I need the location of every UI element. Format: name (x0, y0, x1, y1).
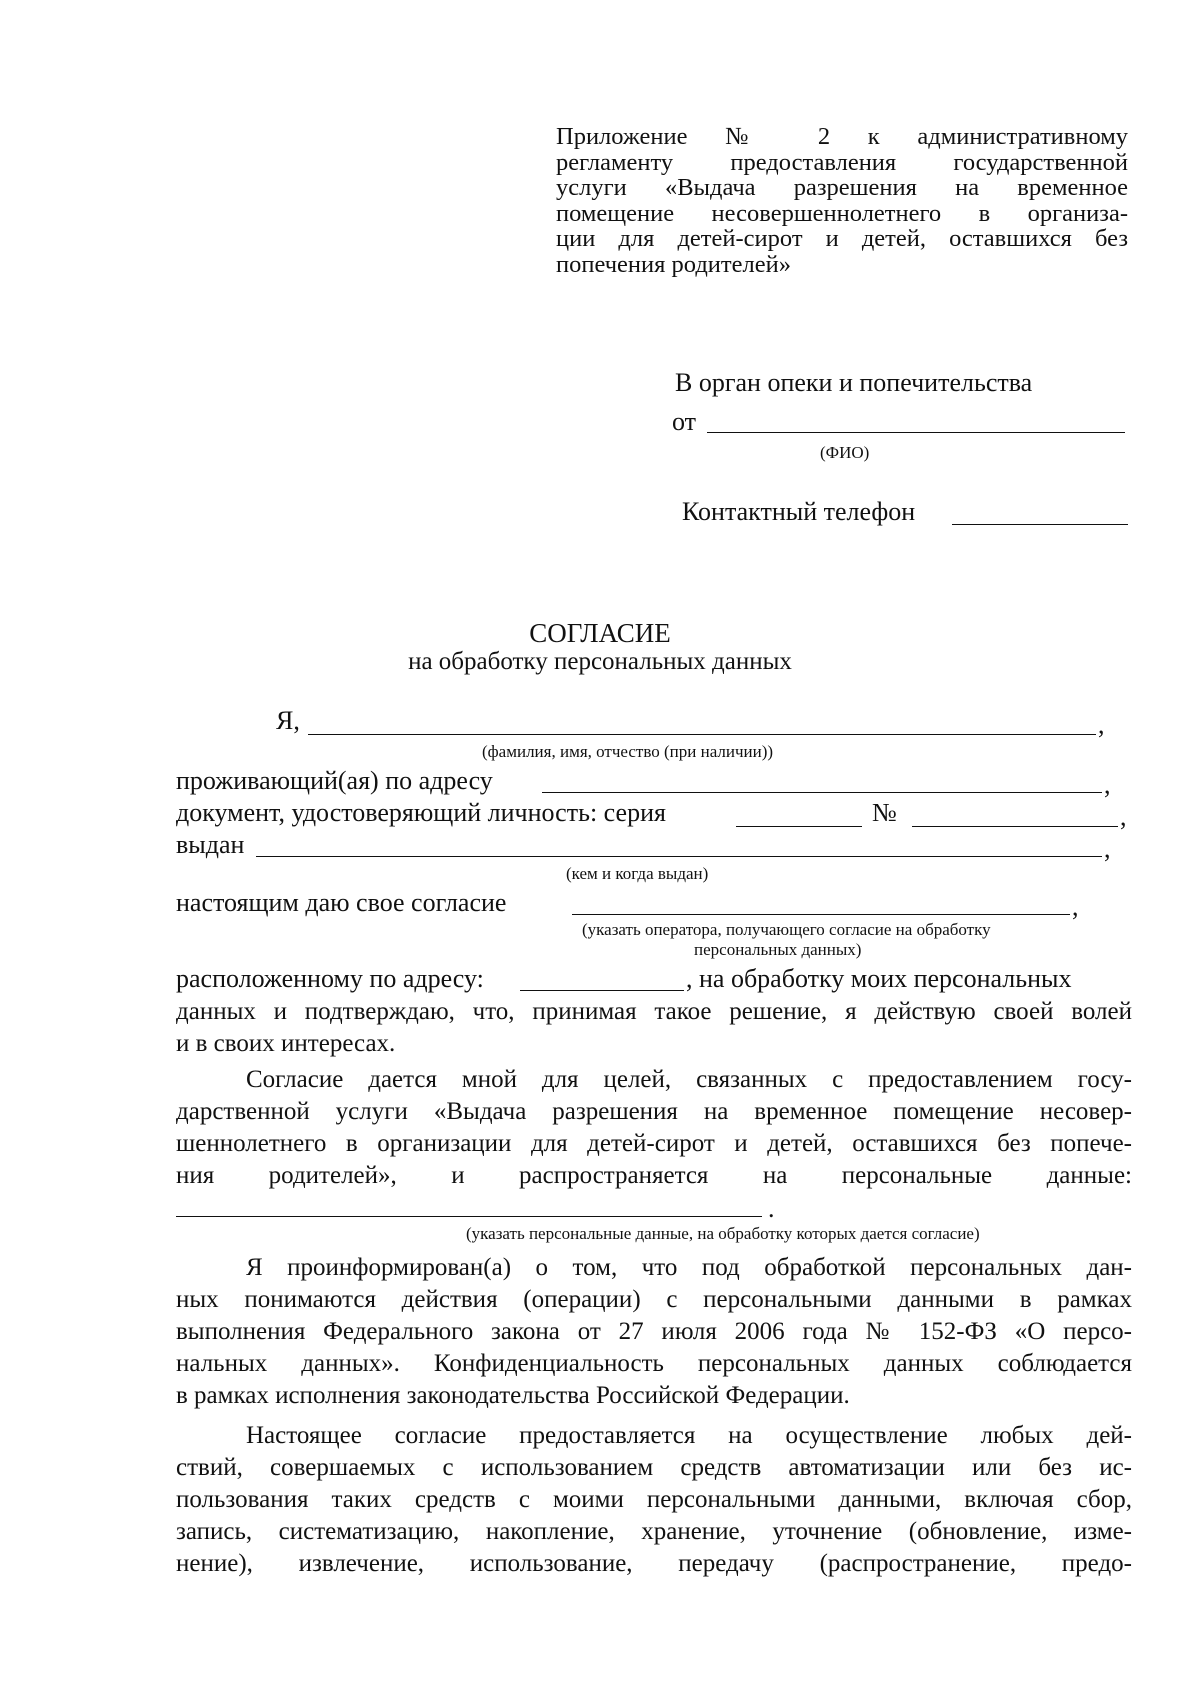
paragraph-line: в рамках исполнения законодательства Российской Федерации. (176, 1382, 850, 1409)
paragraph-line: запись, систематизацию, накопление, хранение, уточнение (обновление, изме- (176, 1518, 1132, 1545)
operator-hint: (указать оператора, получающего согласие на обработку (582, 920, 991, 939)
address-label: проживающий(ая) по адресу (176, 766, 493, 795)
paragraph-line: ных понимаются действия (операции) с персональными данными в рамках (176, 1286, 1132, 1313)
addressee-to: В орган опеки и попечительства (675, 368, 1033, 397)
paragraph-line: Настоящее согласие предоставляется на осуществление любых дей- (246, 1422, 1132, 1449)
operator-address-field-line[interactable] (520, 990, 684, 991)
phone-label: Контактный телефон (682, 497, 916, 526)
issued-field-line[interactable] (256, 856, 1102, 857)
operator-field-line[interactable] (572, 914, 1070, 915)
consent-label: настоящим даю свое согласие (176, 888, 507, 917)
address-field-line[interactable] (542, 792, 1102, 793)
addressee-from-label: от (672, 407, 697, 436)
paragraph-line: ния родителей», и распространяется на персональные данные: (176, 1162, 1132, 1189)
number-field-line[interactable] (912, 826, 1118, 827)
located-label: расположенному по адресу: (176, 964, 484, 993)
number-sign: № (872, 798, 897, 827)
personal-data-hint: (указать персональные данные, на обработку которых дается согласие) (466, 1224, 980, 1243)
comma: , (1098, 710, 1105, 739)
paragraph-line: шеннолетнего в организации для детей-сирот и детей, оставшихся без попече- (176, 1130, 1132, 1157)
paragraph-line: Согласие дается мной для целей, связанных с предоставлением госу- (246, 1066, 1132, 1093)
full-name-hint: (фамилия, имя, отчество (при наличии)) (482, 742, 774, 761)
appendix-line: ции для детей-сирот и детей, оставшихся без (556, 225, 1128, 252)
paragraph-line: и в своих интересах. (176, 1030, 396, 1057)
operator-hint: персональных данных) (694, 940, 862, 959)
fio-hint: (ФИО) (820, 443, 870, 462)
paragraph-line: Я проинформирован(а) о том, что под обработкой персональных дан- (246, 1254, 1132, 1281)
appendix-reference (556, 124, 1128, 277)
comma: , (1104, 834, 1111, 863)
end-mark: . (768, 1194, 775, 1223)
located-tail: , на обработку моих персональных (686, 964, 1072, 993)
document-subtitle: на обработку персональных данных (408, 648, 792, 675)
appendix-line: услуги «Выдача разрешения на временное (556, 174, 1128, 201)
full-name-field-line[interactable] (308, 734, 1096, 735)
paragraph-line: дарственной услуги «Выдача разрешения на временное помещение несовер- (176, 1098, 1132, 1125)
fio-field-line[interactable] (707, 432, 1125, 433)
i-label: Я, (276, 706, 300, 735)
id-document-label: документ, удостоверяющий личность: серия (176, 798, 666, 827)
series-field-line[interactable] (736, 826, 862, 827)
appendix-line: помещение несовершеннолетнего в организа- (556, 199, 1128, 227)
paragraph-line: пользования таких средств с моими персональными данными, включая сбор, (176, 1486, 1132, 1513)
document-title: СОГЛАСИЕ (529, 618, 671, 648)
appendix-line: регламенту предоставления государственной (556, 148, 1128, 176)
paragraph-line: нение), извлечение, использование, передачу (распространение, предо- (176, 1550, 1132, 1577)
comma: , (1104, 770, 1111, 799)
issued-label: выдан (176, 830, 245, 859)
phone-field-line[interactable] (952, 524, 1128, 525)
paragraph-line: данных и подтверждаю, что, принимая такое решение, я действую своей волей (176, 998, 1132, 1025)
paragraph-line: нальных данных». Конфиденциальность персональных данных соблюдается (176, 1350, 1132, 1377)
personal-data-field-line[interactable] (176, 1216, 762, 1217)
paragraph-line: ствий, совершаемых с использованием средств автоматизации или без ис- (176, 1454, 1132, 1481)
paragraph-line: выполнения Федерального закона от 27 июля 2006 года № 152-ФЗ «О персо- (176, 1318, 1132, 1345)
appendix-line: Приложение № 2 к административному (556, 123, 1128, 150)
comma: , (1120, 802, 1127, 831)
appendix-line: попечения родителей» (556, 250, 791, 278)
issued-hint: (кем и когда выдан) (566, 864, 709, 883)
comma: , (1072, 892, 1079, 921)
